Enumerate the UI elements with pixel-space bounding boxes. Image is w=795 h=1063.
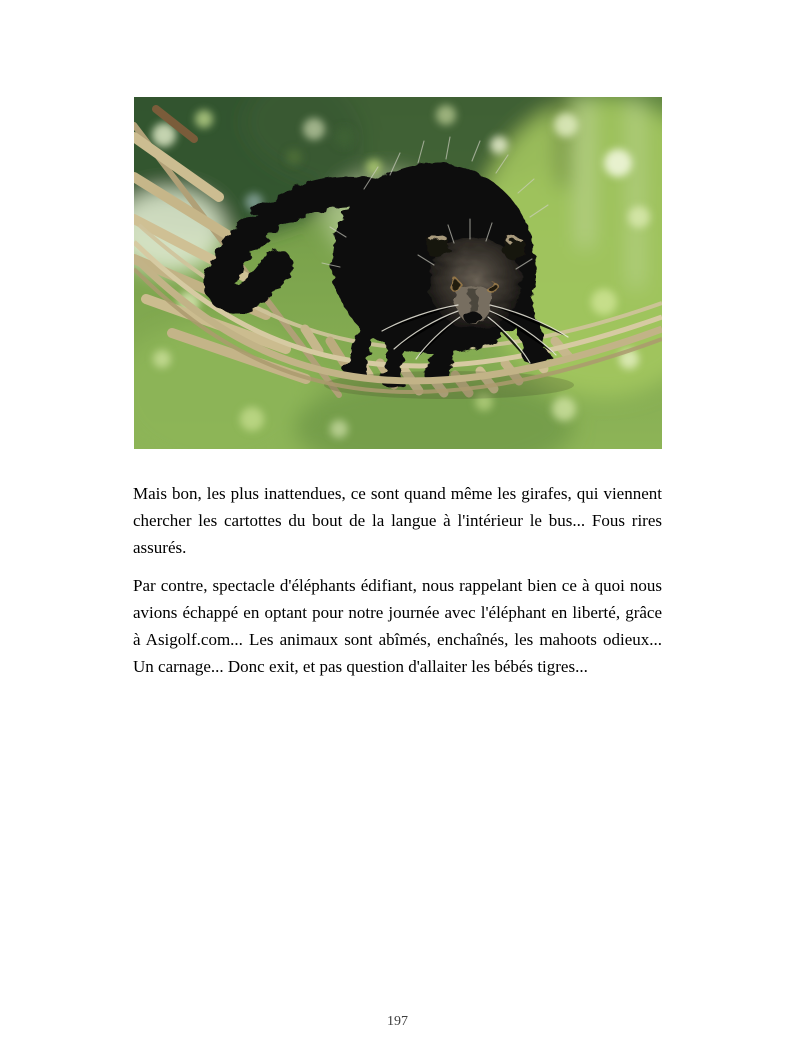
body-text bbox=[133, 480, 662, 691]
paragraph-elephants: Par contre, spectacle d'éléphants édifiant, nous rappelant bien ce à quoi nous avions échappé en optant pour notre journée avec l'éléphant en liberté, grâce à Asigolf.com... Les animaux sont abîmés, enchaînés, les mahoots odieux... Un carnage... Donc exit, et pas question d'allaiter les bébés tigres... bbox=[133, 576, 662, 676]
paragraph-girafes: Mais bon, les plus inattendues, ce sont quand même les girafes, qui viennent chercher les cartottes du bout de la langue à l'intérieur le bus... Fous rires assurés. bbox=[133, 484, 662, 557]
page-number: 197 bbox=[387, 1014, 408, 1029]
binturong-photo-illustration bbox=[134, 97, 662, 449]
binturong-photo bbox=[134, 97, 662, 449]
